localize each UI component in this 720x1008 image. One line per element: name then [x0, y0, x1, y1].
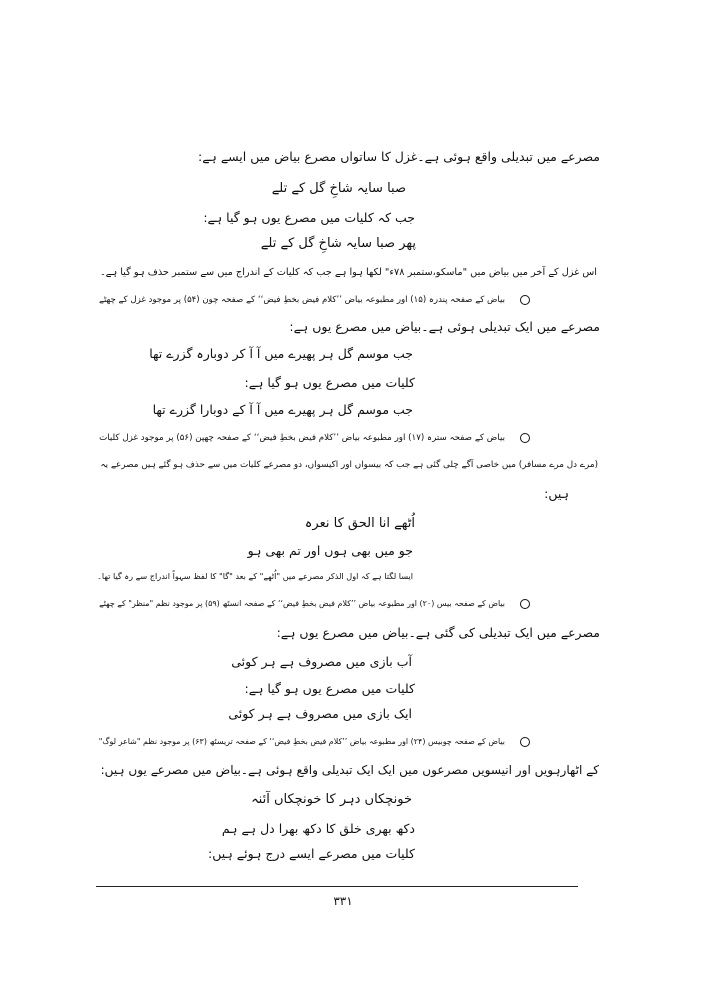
text-line: مصرعے میں ایک تبدیلی کی گئی ہے۔بیاض میں مصرع یوں ہے: — [276, 625, 600, 640]
bullet-icon — [520, 737, 530, 747]
text-line: ایسا لگتا ہے کہ اول الذکر مصرعے میں "اُٹھے" کے بعد "گا" کا لفظ سہواً اندراج سے رہ گیا تھا۔ — [97, 571, 413, 581]
text-line: بیاض کے صفحہ بیس (۲۰) اور مطبوعہ بیاض ’’کلام فیض بخطِ فیض‘‘ کے صفحہ انسٹھ (۵۹) پر موجود نظم "منظر" کے چھٹے — [99, 599, 505, 608]
text-line: مصرعے میں تبدیلی واقع ہوئی ہے۔غزل کا ساتواں مصرع بیاض میں ایسے ہے: — [198, 149, 600, 164]
verse-line: آب بازی میں مصروف ہے ہر کوئی — [231, 654, 412, 669]
bullet-icon — [520, 599, 530, 609]
text-line: کلیات میں مصرع یوں ہو گیا ہے: — [244, 375, 415, 390]
verse-line: جب موسم گل ہر پھیرے میں آ آ کر دوبارہ گزرے تھا — [149, 346, 413, 361]
verse-line: ایک بازی میں مصروف ہے ہر کوئی — [228, 706, 412, 721]
text-line: بیاض کے صفحہ پندرہ (۱۵) اور مطبوعہ بیاض ’’کلام فیض بخطِ فیض‘‘ کے صفحہ چون (۵۴) پر موجود غزل کے چھٹے — [98, 295, 505, 305]
verse-line: جب موسم گل ہر پھیرے میں آ آ کے دوبارا گزرے تھا — [152, 402, 413, 417]
text-line: کلیات میں مصرع یوں ہو گیا ہے: — [244, 681, 415, 696]
bullet-icon — [520, 433, 530, 443]
verse-line: جو میں بھی ہوں اور تم بھی ہو — [247, 543, 413, 558]
text-line: ہیں: — [544, 486, 569, 501]
text-line: کے اٹھارہویں اور انیسویں مصرعوں میں ایک ایک تبدیلی واقع ہوئی ہے۔بیاض میں مصرعے یوں ہیں: — [100, 763, 599, 777]
text-line: بیاض کے صفحہ چوبیس (۲۴) اور مطبوعہ بیاض ’’کلام فیض بخطِ فیض‘‘ کے صفحہ تریسٹھ (۶۳) پر موجود نظم "شاعر لوگ" — [98, 737, 505, 746]
text-line: مصرعے میں ایک تبدیلی ہوئی ہے۔بیاض میں مصرع یوں ہے: — [289, 319, 600, 334]
text-line: جب کہ کلیات میں مصرع یوں ہو گیا ہے: — [203, 210, 415, 225]
text-line: (مرے دل مرے مسافر) میں خاصی آگے چلی گئی ہے جب کہ بیسواں اور اکیسواں، دو مصرعے کلیات میں سے حذف ہو گئے ہیں مصرعے یہ — [100, 460, 598, 470]
page-number: ۳۳۱ — [333, 894, 353, 908]
verse-line: دکھ بھری خلق کا دکھ بھرا دل ہے ہم — [221, 821, 415, 836]
text-line: اس غزل کے آخر میں بیاض میں "ماسکو،ستمبر ۷۸ء" لکھا ہوا ہے جب کہ کلیات کے اندراج میں سے ستمبر حذف ہو گیا ہے۔ — [99, 267, 597, 278]
verse-line: خونچکاں دہر کا خونچکاں آئنہ — [251, 792, 412, 807]
verse-line: اُٹھے انا الحق کا نعرہ — [304, 516, 415, 531]
footer-rule — [96, 886, 578, 887]
text-line: کلیات میں مصرعے ایسے درج ہوئے ہیں: — [208, 846, 415, 861]
text-line: بیاض کے صفحہ سترہ (۱۷) اور مطبوعہ بیاض ’’کلام فیض بخطِ فیض‘‘ کے صفحہ چھپن (۵۶) پر موجود غزل کلیات — [99, 433, 505, 443]
bullet-icon — [520, 295, 530, 305]
verse-line: صبا سایہ شاخِ گل کے تلے — [271, 181, 406, 196]
verse-line: پھر صبا سایہ شاخِ گل کے تلے — [260, 236, 416, 251]
